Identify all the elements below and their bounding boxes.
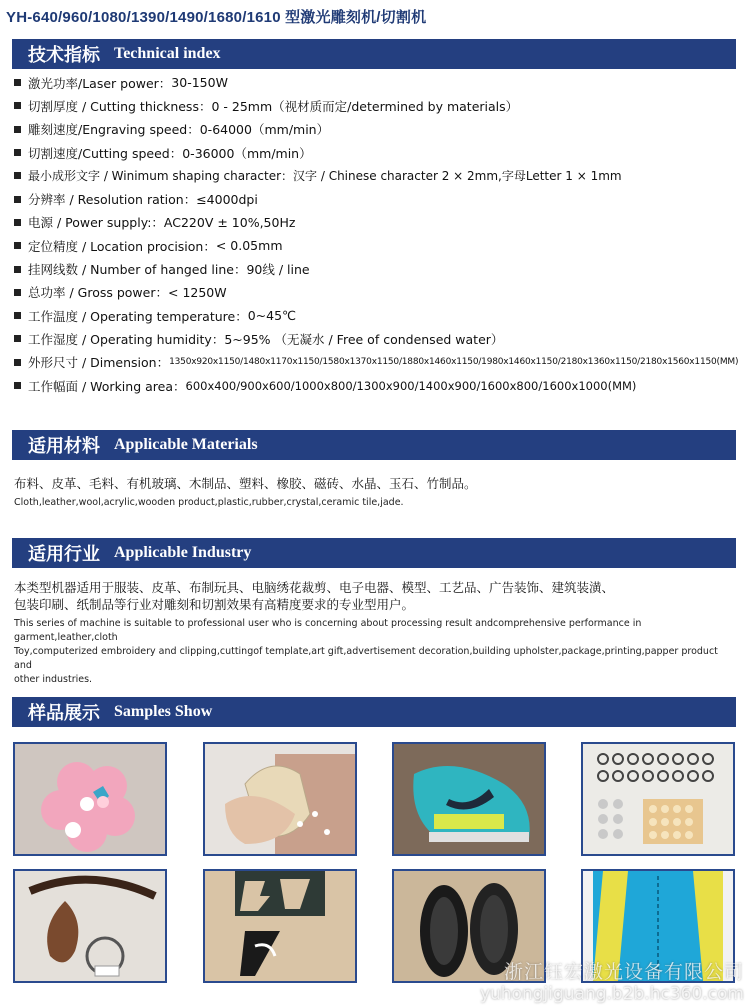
- spec-row: [12, 164, 736, 187]
- bullet-icon: [14, 126, 21, 133]
- spec-row: [12, 281, 736, 304]
- industry-header-cn: 适用行业: [28, 544, 100, 565]
- spec-label: 电源 / Power supply:：: [28, 215, 164, 231]
- spec-row: [12, 351, 739, 374]
- spec-value: 0 - 25mm（视材质而定/determined by materials）: [211, 98, 519, 114]
- industry-text: [14, 579, 738, 687]
- spec-value: 汉字 / Chinese character 2 × 2mm,字母Letter 1 × 1mm: [293, 169, 622, 184]
- sample-image-lace-sandal: [203, 742, 357, 856]
- flower-ornament-icon: [15, 744, 165, 854]
- spec-row: [12, 118, 736, 141]
- bullet-icon: [14, 149, 21, 156]
- spec-label: 最小成形文字 / Winimum shaping character：: [28, 169, 294, 184]
- bullet-icon: [14, 312, 21, 319]
- materials-text: [14, 475, 738, 510]
- spec-row: [12, 211, 736, 234]
- spec-value: 1350x920x1150/1480x1170x1150/1580x1370x1150/1880x1460x1150/1980x1460x1150/2180x1360x1150/2180x1560x1150(MM): [169, 357, 739, 368]
- spec-value: 0-64000（mm/min）: [199, 122, 330, 138]
- sample-image-cut-fabric-letters: [203, 869, 357, 983]
- spec-row: [12, 374, 736, 397]
- spec-label: 分辨率 / Resolution ration：: [28, 192, 197, 208]
- industry-text-en: Toy,computerized embroidery and clipping,cuttingof template,art gift,advertisement decoration,building upholster,package,printing,papper product and: [14, 646, 718, 671]
- cut-leather-necklace-icon: [15, 871, 165, 981]
- watermark-url: yuhongjiguang.b2b.hc360.com: [479, 984, 744, 1004]
- bullet-icon: [14, 382, 21, 389]
- spec-value: < 0.05mm: [215, 238, 283, 254]
- industry-text-cn: 本类型机器适用于服装、皮革、布制玩具、电脑绣花裁剪、电子电器、模型、工艺品、广告装饰、建筑装潢、: [14, 580, 615, 595]
- sample-image-teal-sneaker: [392, 742, 546, 856]
- industry-header: [12, 538, 736, 568]
- page-title: YH-640/960/1080/1390/1490/1680/1610 型激光雕刻机/切割机: [6, 9, 427, 26]
- industry-text-en: other industries.: [14, 674, 93, 685]
- technical-header-cn: 技术指标: [28, 45, 100, 66]
- industry-header-en: Applicable Industry: [114, 544, 252, 561]
- spec-row: [12, 257, 736, 280]
- spec-value: 0-36000（mm/min）: [182, 145, 312, 161]
- watermark-company: 浙江钰宏激光设备有限公司: [503, 961, 744, 983]
- technical-header-en: Technical index: [114, 45, 221, 62]
- bullet-icon: [14, 219, 21, 226]
- spec-row: [12, 94, 736, 117]
- cut-fabric-letters-icon: [205, 871, 355, 981]
- lace-sandal-icon: [205, 744, 355, 854]
- samples-header-cn: 样品展示: [28, 703, 100, 724]
- bullet-icon: [14, 266, 21, 273]
- bullet-icon: [14, 359, 21, 366]
- materials-header-cn: 适用材料: [28, 436, 100, 457]
- spec-label: 挂网线数 / Number of hanged line：: [28, 262, 247, 278]
- spec-label: 激光功率/Laser power：: [28, 75, 172, 91]
- spec-label: 工作幅面 / Working area：: [28, 378, 186, 394]
- technical-header: [12, 39, 736, 69]
- spec-label: 外形尺寸 / Dimension：: [28, 355, 170, 371]
- materials-header-en: Applicable Materials: [114, 436, 258, 453]
- bullet-icon: [14, 79, 21, 86]
- samples-header: [12, 697, 736, 727]
- spec-row: [12, 71, 736, 94]
- sample-image-sequin-fabric: [581, 742, 735, 856]
- bullet-icon: [14, 335, 21, 342]
- spec-value: 90线 / line: [246, 262, 310, 278]
- industry-text-cn: 包装印刷、纸制品等行业对雕刻和切割效果有高精度要求的专业型用户。: [14, 597, 415, 612]
- spec-value: ≤4000dpi: [196, 191, 258, 207]
- bullet-icon: [14, 289, 21, 296]
- spec-label: 工作湿度 / Operating humidity：: [28, 331, 225, 347]
- spec-row: [12, 304, 736, 327]
- watermark: [480, 957, 744, 1004]
- sample-image-cut-leather-necklace: [13, 869, 167, 983]
- spec-value: AC220V ± 10%,50Hz: [163, 214, 296, 230]
- bullet-icon: [14, 242, 21, 249]
- spec-list: [12, 71, 739, 397]
- materials-header: [12, 430, 736, 460]
- spec-label: 切割速度/Cutting speed：: [28, 145, 183, 161]
- spec-label: 定位精度 / Location procision：: [28, 238, 216, 254]
- spec-label: 切割厚度 / Cutting thickness：: [28, 98, 212, 114]
- materials-text-cn: 布料、皮革、毛料、有机玻璃、木制品、塑料、橡胶、磁砖、水晶、玉石、竹制品。: [14, 476, 477, 491]
- spec-value: < 1250W: [168, 284, 227, 300]
- bullet-icon: [14, 102, 21, 109]
- industry-text-en: This series of machine is suitable to professional user who is concerning about processing result andcomprehensive performance in garment,leather,cloth: [14, 618, 642, 643]
- spec-row: [12, 234, 736, 257]
- samples-header-en: Samples Show: [114, 703, 213, 720]
- spec-value: 5~95% （无凝水 / Free of condensed water）: [224, 331, 504, 347]
- spec-row: [12, 327, 736, 350]
- teal-sneaker-icon: [394, 744, 544, 854]
- spec-row: [12, 187, 736, 210]
- spec-value: 0~45℃: [247, 308, 297, 324]
- bullet-icon: [14, 172, 21, 179]
- spec-label: 工作温度 / Operating temperature：: [28, 308, 248, 324]
- spec-label: 总功率 / Gross power：: [28, 285, 168, 301]
- bullet-icon: [14, 196, 21, 203]
- spec-row: [12, 141, 736, 164]
- materials-text-en: Cloth,leather,wool,acrylic,wooden product,plastic,rubber,crystal,ceramic tile,jade.: [14, 497, 404, 508]
- spec-value: 30-150W: [171, 75, 228, 91]
- spec-value: 600x400/900x600/1000x800/1300x900/1400x900/1600x800/1600x1000(MM): [185, 378, 637, 393]
- sample-image-flower-ornament: [13, 742, 167, 856]
- sequin-fabric-icon: [583, 744, 733, 854]
- spec-label: 雕刻速度/Engraving speed：: [28, 122, 200, 138]
